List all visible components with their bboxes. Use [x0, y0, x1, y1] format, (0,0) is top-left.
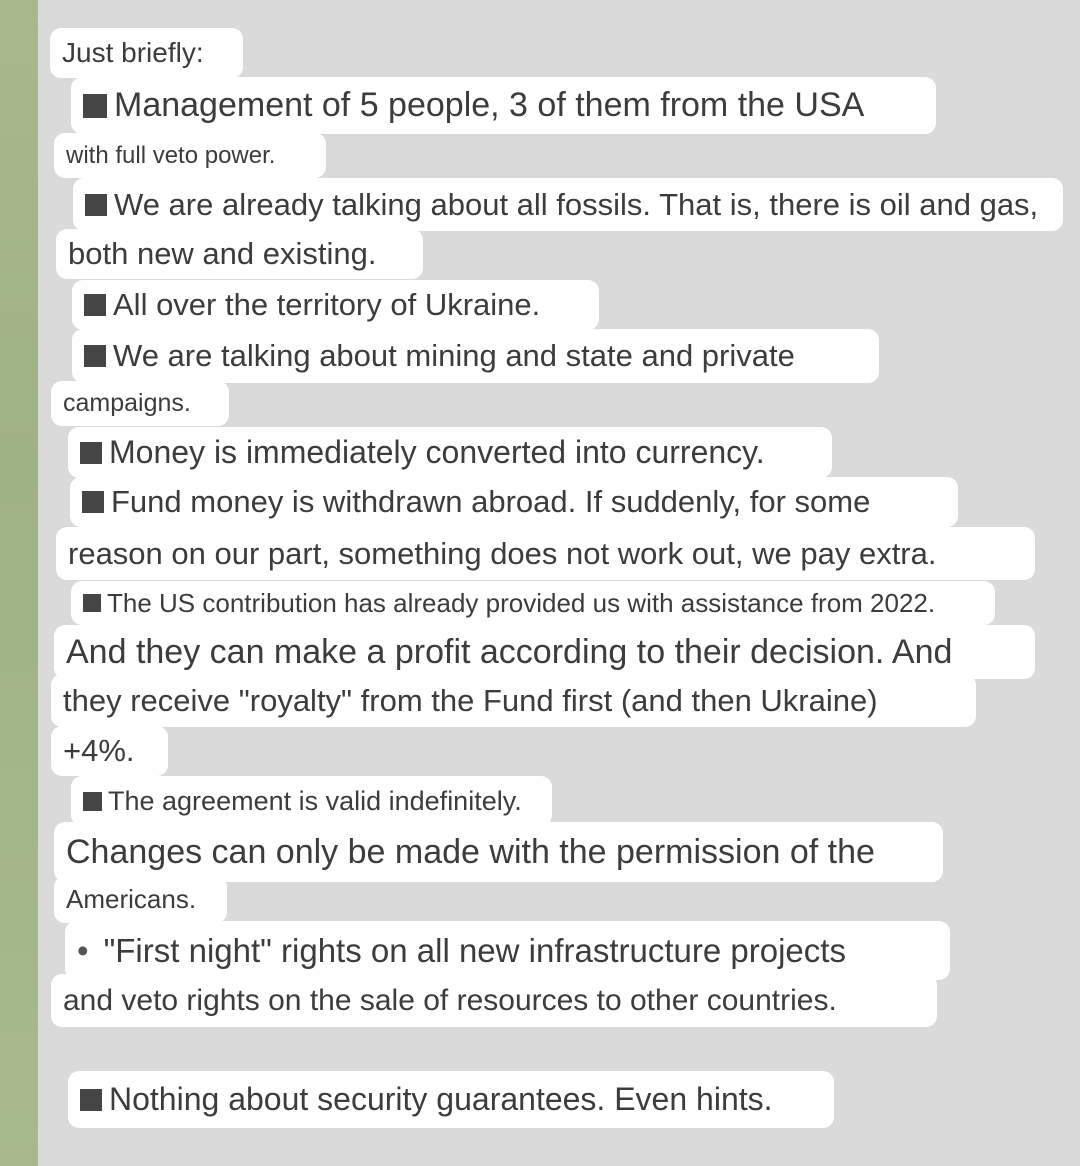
black-square-icon — [83, 792, 102, 811]
message-text: campaigns. — [63, 389, 191, 417]
message-line — [71, 77, 936, 134]
message-text: with full veto power. — [66, 141, 276, 169]
message-text: "First night" rights on all new infrastructure projects — [103, 931, 846, 969]
message-line — [71, 581, 995, 625]
message-text: And they can make a profit according to their decision. And — [66, 632, 953, 671]
message-line — [65, 921, 950, 980]
message-line — [56, 527, 1035, 580]
black-square-icon — [83, 94, 107, 118]
message-text: +4%. — [63, 733, 135, 768]
message-text: The agreement is valid indefinitely. — [108, 785, 522, 816]
message-line — [51, 674, 976, 727]
black-square-icon — [80, 1089, 102, 1111]
message-line — [56, 229, 423, 279]
message-text: Americans. — [66, 884, 197, 914]
message-text: Just briefly: — [62, 37, 204, 68]
message-line — [71, 776, 552, 826]
message-line — [51, 726, 168, 776]
message-line — [54, 822, 943, 882]
message-text: All over the territory of Ukraine. — [113, 287, 541, 322]
black-square-icon — [80, 442, 102, 464]
message-line — [72, 280, 599, 330]
black-square-icon — [83, 594, 101, 612]
message-text: The US contribution has already provided us with assistance from 2022. — [107, 587, 936, 618]
black-square-icon — [84, 294, 106, 316]
message-line — [68, 427, 832, 478]
message-line — [54, 876, 227, 923]
message-text: Money is immediately converted into currency. — [109, 434, 765, 470]
bullet-icon: • — [77, 931, 89, 969]
message-text: they receive "royalty" from the Fund first (and then Ukraine) — [63, 682, 878, 718]
message-text: both new and existing. — [68, 236, 377, 271]
black-square-icon — [84, 345, 106, 367]
message-line — [73, 178, 1063, 231]
chat-wallpaper-strip — [0, 0, 38, 1166]
message-text: Management of 5 people, 3 of them from the USA — [114, 86, 865, 124]
message-text: Fund money is withdrawn abroad. If suddenly, for some — [111, 484, 871, 519]
message-text: and veto rights on the sale of resources to other countries. — [63, 983, 837, 1017]
chat-panel — [38, 0, 1080, 1166]
message-text: Changes can only be made with the permission of the — [66, 832, 875, 871]
black-square-icon — [85, 194, 107, 216]
message-line — [70, 477, 958, 527]
message-line — [51, 381, 229, 426]
message-line — [51, 974, 937, 1027]
message-line — [50, 28, 243, 78]
message-text: Nothing about security guarantees. Even hints. — [109, 1081, 773, 1117]
message-line — [54, 133, 326, 178]
message-text: We are talking about mining and state and private — [113, 338, 795, 373]
message-text: reason on our part, something does not work out, we pay extra. — [68, 535, 937, 571]
message-line — [68, 1071, 834, 1128]
message-line — [72, 329, 879, 383]
black-square-icon — [82, 491, 104, 513]
message-text: We are already talking about all fossils. That is, there is oil and gas, — [114, 186, 1039, 222]
message-line — [54, 625, 1035, 679]
